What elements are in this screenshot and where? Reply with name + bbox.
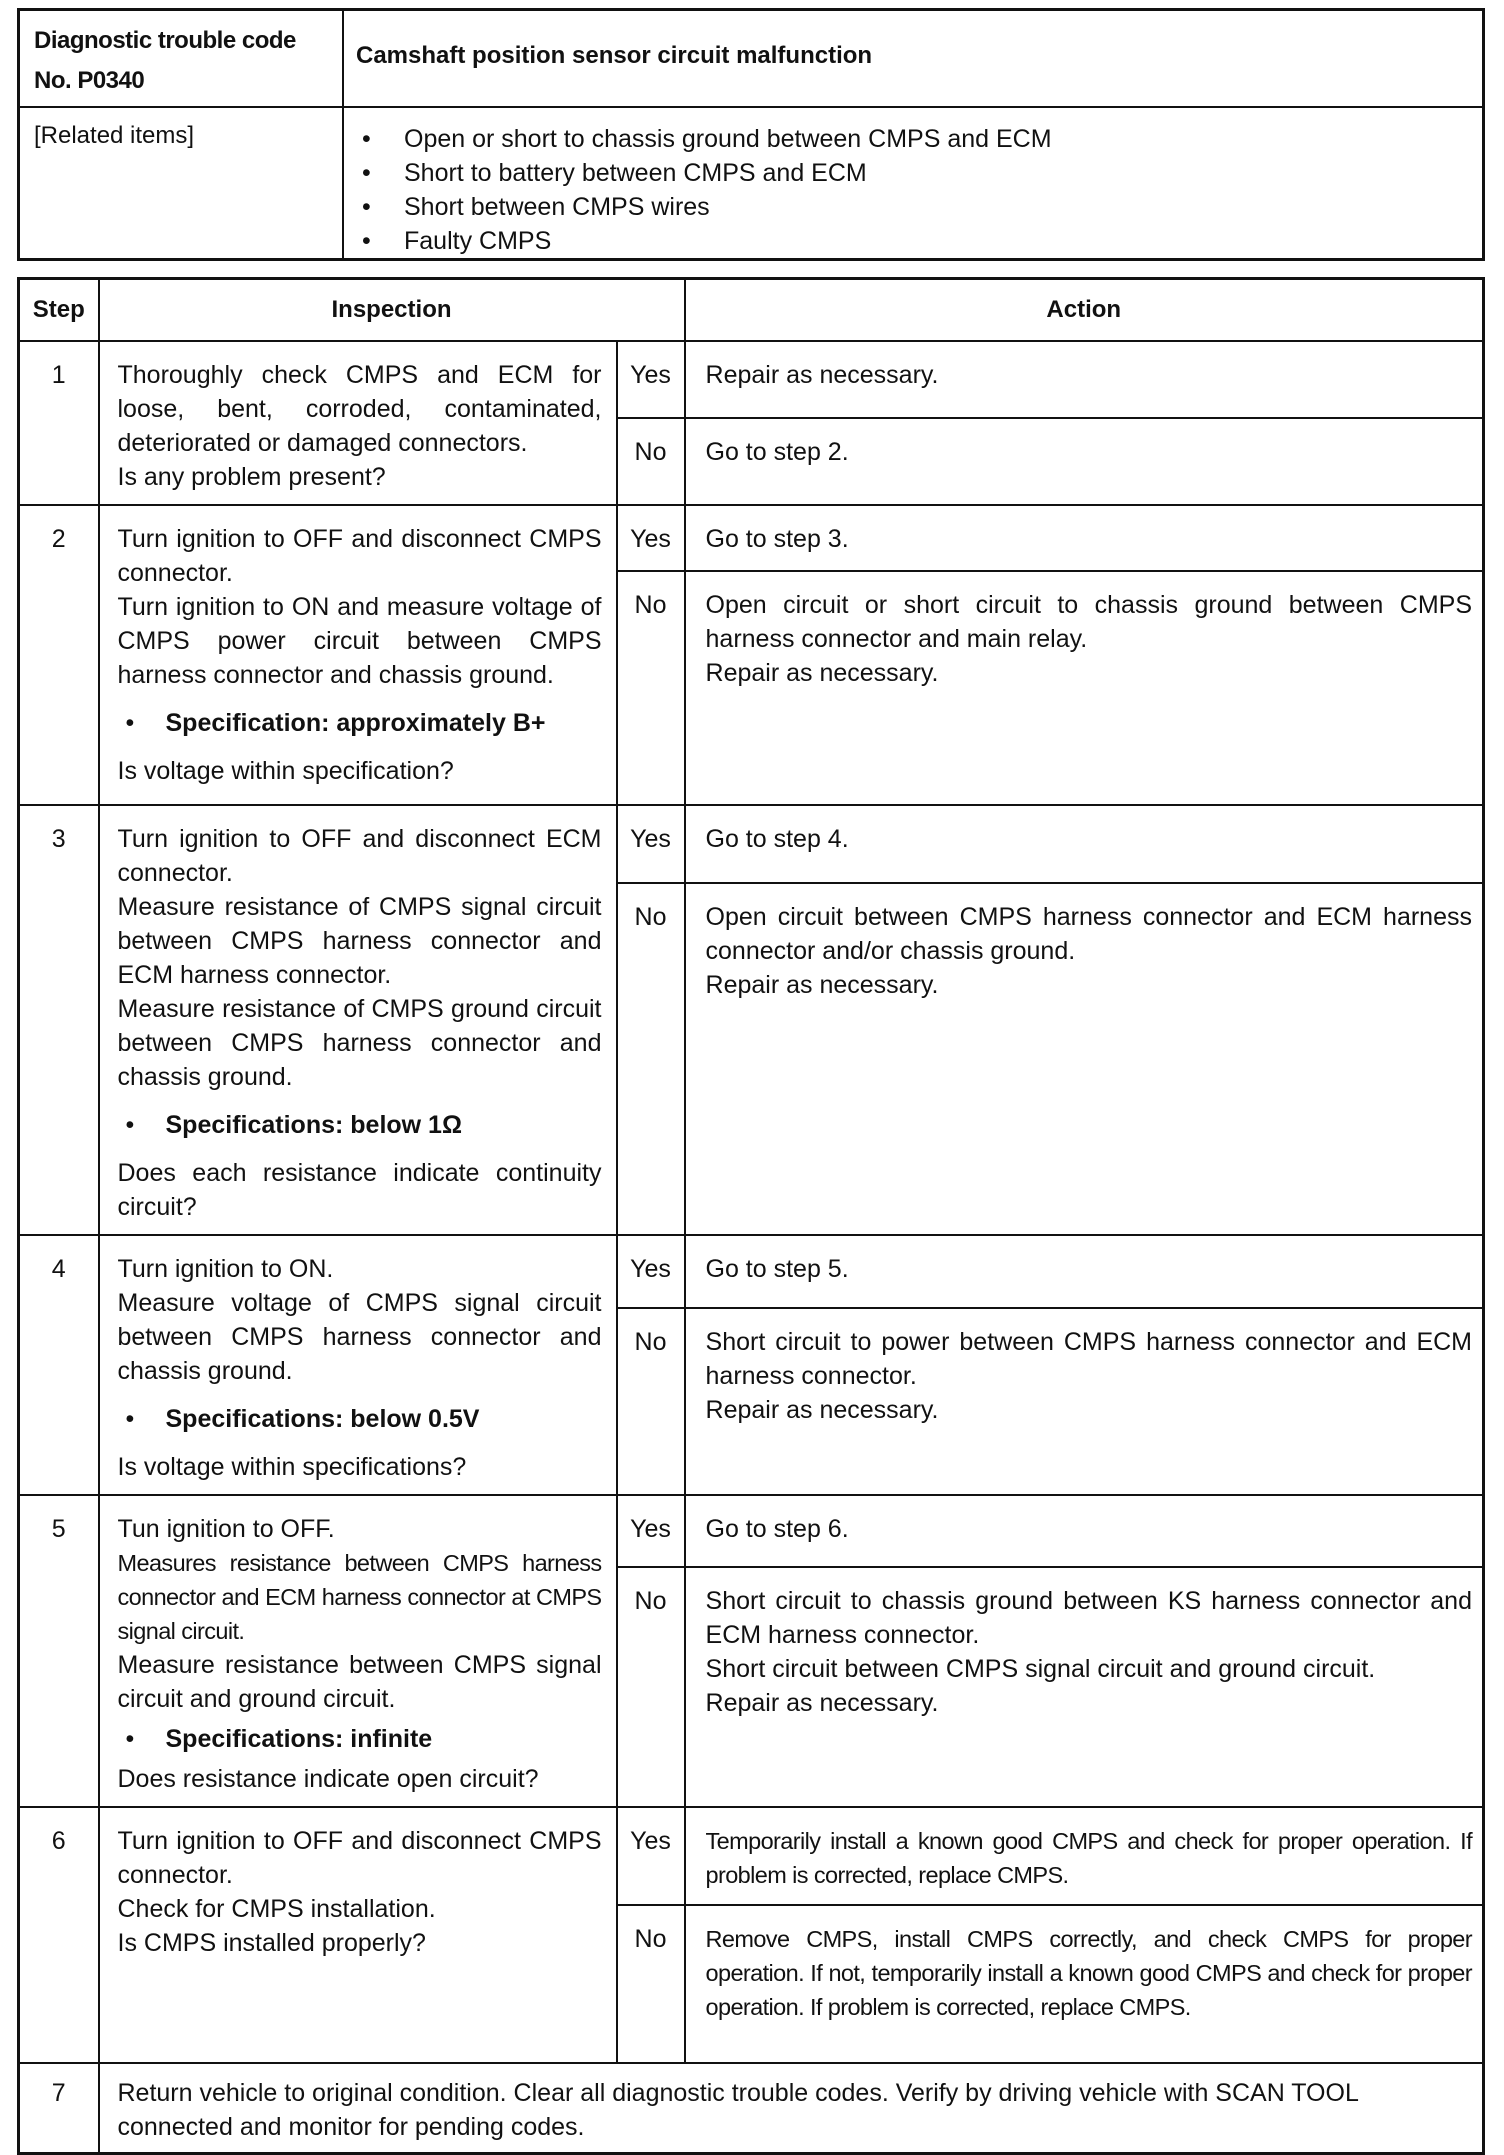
action-text: Short circuit between CMPS signal circuit and ground circuit. — [705, 1654, 1376, 1683]
related-item: • Open or short to chassis ground between CMPS and ECM — [344, 122, 1482, 156]
action-text: Temporarily install a known good CMPS and check for proper operation. If problem is corrected, replace CMPS. — [705, 1827, 1472, 1888]
dtc-number: No. P0340 — [34, 67, 145, 94]
dtc-label-line1: Diagnostic trouble code — [34, 27, 296, 54]
table-row — [19, 2063, 1484, 2154]
inspection-cell — [99, 1807, 617, 2063]
yes-label: Yes — [617, 1495, 685, 1567]
no-label: No — [617, 418, 685, 505]
no-action — [685, 418, 1484, 505]
inspection-text: Measure resistance of CMPS signal circuit between CMPS harness connector and ECM harness connector. — [117, 892, 602, 989]
inspection-cell — [99, 805, 617, 1235]
yes-action — [685, 805, 1484, 883]
yes-label: Yes — [617, 505, 685, 571]
inspection-table — [17, 277, 1485, 2155]
yes-label: Yes — [617, 1807, 685, 1905]
inspection-text: Measures resistance between CMPS harness connector and ECM harness connector at CMPS signal circuit. — [117, 1549, 602, 1644]
action-text: Remove CMPS, install CMPS correctly, and check CMPS for proper operation. If not, temporarily install a known good CMPS and check for proper operation. If problem is corrected, replace CMPS. — [705, 1925, 1472, 2020]
action-text: Short circuit to chassis ground between KS harness connector and ECM harness connector. — [705, 1586, 1472, 1649]
dtc-title: Camshaft position sensor circuit malfunction — [344, 11, 1482, 108]
inspection-text: Turn ignition to ON and measure voltage of CMPS power circuit between CMPS harness connector and chassis ground. — [117, 592, 602, 689]
specification: • Specifications: below 0.5V — [118, 1402, 602, 1436]
specification: • Specification: approximately B+ — [118, 706, 602, 740]
step-number: 3 — [19, 805, 99, 1235]
inspection-question: Does each resistance indicate continuity circuit? — [117, 1158, 602, 1221]
col-header-inspection: Inspection — [99, 279, 685, 341]
no-label: No — [617, 1905, 685, 2063]
yes-action — [685, 341, 1484, 418]
dtc-header-table — [17, 8, 1485, 261]
action-text: Repair as necessary. — [705, 1688, 939, 1717]
action-text: Go to step 3. — [705, 524, 849, 553]
inspection-text: Turn ignition to OFF and disconnect ECM connector. — [117, 824, 602, 887]
inspection-text: Thoroughly check CMPS and ECM for loose, bent, corroded, contaminated, deteriorated or damaged connectors. — [117, 360, 602, 457]
inspection-text: Measure resistance between CMPS signal circuit and ground circuit. — [117, 1650, 602, 1713]
step-number: 7 — [19, 2063, 99, 2154]
no-label: No — [617, 1567, 685, 1807]
inspection-cell — [99, 505, 617, 805]
inspection-cell — [99, 1235, 617, 1495]
col-header-action: Action — [685, 279, 1484, 341]
action-text: Open circuit between CMPS harness connector and ECM harness connector and/or chassis ground. — [705, 902, 1472, 965]
action-text: Go to step 4. — [705, 824, 849, 853]
inspection-text: Measure voltage of CMPS signal circuit between CMPS harness connector and chassis ground. — [117, 1288, 602, 1385]
action-text: Repair as necessary. — [705, 658, 939, 687]
table-row — [19, 341, 1484, 418]
step-number: 4 — [19, 1235, 99, 1495]
inspection-text: Turn ignition to ON. — [117, 1254, 334, 1283]
no-action — [685, 1308, 1484, 1494]
action-text: Open circuit or short circuit to chassis ground between CMPS harness connector and main relay. — [705, 590, 1472, 653]
action-text: Short circuit to power between CMPS harness connector and ECM harness connector. — [705, 1328, 1472, 1391]
yes-action — [685, 1807, 1484, 1905]
action-text: Go to step 6. — [705, 1514, 849, 1543]
yes-action — [685, 505, 1484, 571]
no-label: No — [617, 571, 685, 805]
yes-action — [685, 1495, 1484, 1567]
related-items-cell — [344, 108, 1482, 258]
yes-action — [685, 1235, 1484, 1309]
no-action — [685, 883, 1484, 1235]
table-row — [19, 1235, 1484, 1309]
col-header-step: Step — [19, 279, 99, 341]
table-row — [19, 805, 1484, 883]
related-item: • Short between CMPS wires — [344, 190, 1482, 224]
action-text: Go to step 2. — [705, 437, 849, 466]
inspection-text: Tun ignition to OFF. — [117, 1514, 335, 1543]
inspection-cell — [99, 341, 617, 505]
action-text: Repair as necessary. — [705, 360, 939, 389]
action-text: Repair as necessary. — [705, 1396, 939, 1425]
inspection-cell — [99, 1495, 617, 1807]
inspection-text: Measure resistance of CMPS ground circuit between CMPS harness connector and chassis ground. — [117, 994, 602, 1091]
table-row — [19, 1495, 1484, 1567]
table-header-row — [19, 279, 1484, 341]
inspection-question: Is CMPS installed properly? — [117, 1928, 426, 1957]
related-items-list — [344, 108, 1482, 258]
no-action — [685, 1567, 1484, 1807]
inspection-question: Is voltage within specifications? — [117, 1452, 467, 1481]
related-item: • Short to battery between CMPS and ECM — [344, 156, 1482, 190]
no-action — [685, 571, 1484, 805]
inspection-text: Turn ignition to OFF and disconnect CMPS connector. — [117, 1826, 602, 1889]
step-number: 2 — [19, 505, 99, 805]
related-item: • Faulty CMPS — [344, 224, 1482, 258]
step-number: 5 — [19, 1495, 99, 1807]
step-number: 6 — [19, 1807, 99, 2063]
action-text: Repair as necessary. — [705, 970, 939, 999]
final-step-text: Return vehicle to original condition. Clear all diagnostic trouble codes. Verify by driving vehicle with SCAN TOOL connected and monitor for pending codes. — [99, 2063, 1484, 2154]
specification: • Specifications: below 1Ω — [118, 1108, 602, 1142]
dtc-label — [20, 11, 344, 108]
related-items-label: [Related items] — [20, 108, 344, 258]
yes-label: Yes — [617, 1235, 685, 1309]
inspection-question: Does resistance indicate open circuit? — [117, 1764, 539, 1793]
yes-label: Yes — [617, 805, 685, 883]
table-row — [19, 1807, 1484, 1905]
action-text: Go to step 5. — [705, 1254, 849, 1283]
specification: • Specifications: infinite — [118, 1722, 602, 1756]
table-row — [19, 505, 1484, 571]
inspection-question: Is voltage within specification? — [117, 756, 454, 785]
yes-label: Yes — [617, 341, 685, 418]
inspection-text: Turn ignition to OFF and disconnect CMPS connector. — [117, 524, 602, 587]
inspection-question: Is any problem present? — [117, 462, 386, 491]
inspection-text: Check for CMPS installation. — [117, 1894, 436, 1923]
no-label: No — [617, 883, 685, 1235]
no-label: No — [617, 1308, 685, 1494]
step-number: 1 — [19, 341, 99, 505]
